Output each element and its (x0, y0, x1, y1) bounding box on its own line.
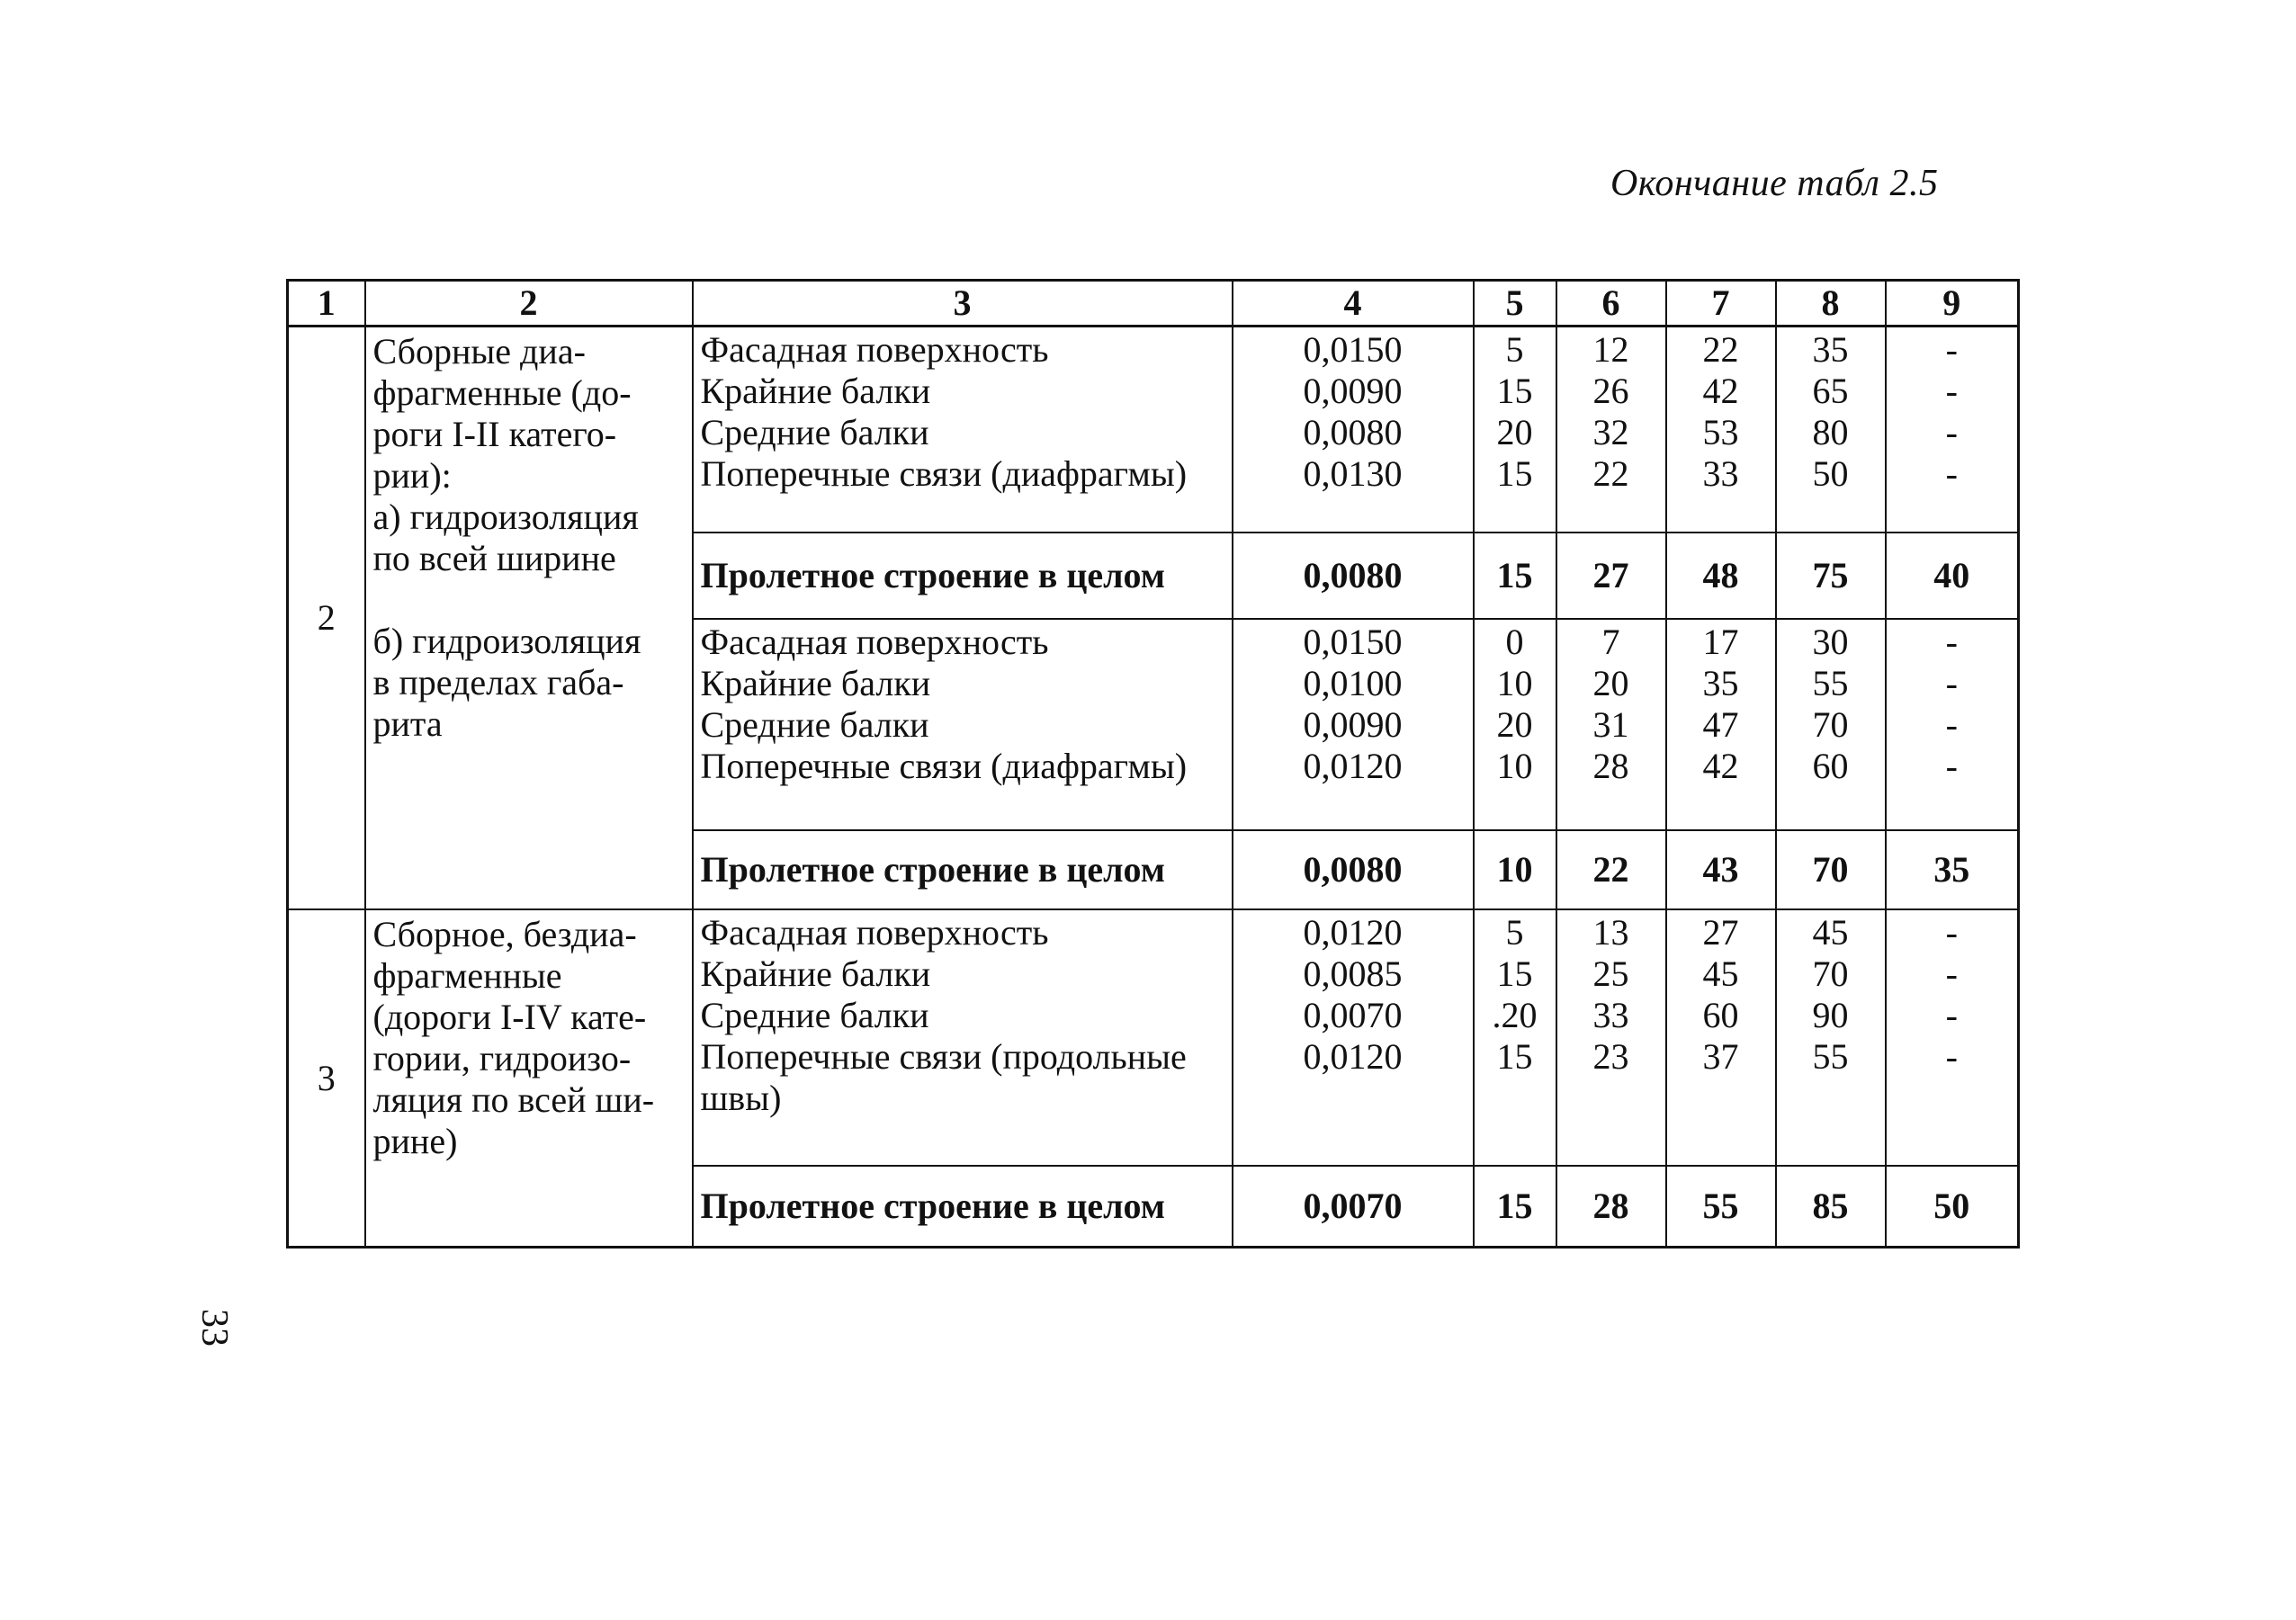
value-cell: 27 (1702, 912, 1739, 953)
value-cell: 65 (1812, 371, 1849, 412)
value-cell: 0 (1505, 621, 1524, 662)
header-cell: 5 (1474, 281, 1556, 327)
table-caption: Окончание табл 2.5 (1610, 163, 1939, 204)
value-cell: 60 (1702, 995, 1739, 1036)
value-cell: 35 (1702, 662, 1739, 703)
col-7-values (1666, 909, 1776, 1166)
value-cell: 28 (1592, 745, 1629, 786)
element-name: Поперечные связи (продольные (700, 1036, 1187, 1078)
header-cell: 6 (1556, 281, 1666, 327)
col-9-values (1886, 327, 2019, 533)
value-cell: - (1945, 995, 1958, 1036)
description-line: б) гидроизоляция (372, 621, 641, 662)
value-cell: 0,0120 (1303, 912, 1403, 953)
col-6-values (1556, 327, 1666, 533)
value-cell: 0,0150 (1303, 621, 1403, 662)
total-value: 70 (1776, 830, 1886, 909)
value-cell: - (1945, 662, 1958, 703)
header-cell: 4 (1233, 281, 1474, 327)
value-cell: 30 (1812, 621, 1849, 662)
value-cell: 0,0150 (1303, 329, 1403, 371)
value-cell: 20 (1496, 703, 1533, 745)
value-cell: 0,0090 (1303, 703, 1403, 745)
col-7-values (1666, 619, 1776, 830)
header-cell: 7 (1666, 281, 1776, 327)
value-cell: 31 (1592, 703, 1629, 745)
value-cell: 22 (1702, 329, 1739, 371)
element-names (693, 327, 1233, 533)
value-cell: 15 (1496, 371, 1533, 412)
description-line: рии): (372, 455, 452, 497)
header-row (288, 281, 2019, 327)
element-name: швы) (700, 1078, 782, 1119)
header-cell: 2 (365, 281, 693, 327)
col-4-values (1233, 327, 1474, 533)
element-name: Фасадная поверхность (700, 329, 1049, 371)
value-cell: 70 (1812, 953, 1849, 995)
description-line: рине) (372, 1121, 458, 1162)
value-cell: - (1945, 371, 1958, 412)
value-cell: 0,0120 (1303, 1036, 1403, 1078)
value-cell: 0,0085 (1303, 953, 1403, 995)
value-cell: 17 (1702, 621, 1739, 662)
value-cell: 60 (1812, 745, 1849, 786)
value-cell: 26 (1592, 371, 1629, 412)
value-cell: 53 (1702, 412, 1739, 453)
value-cell: 15 (1496, 953, 1533, 995)
total-value: 85 (1776, 1166, 1886, 1247)
header-cell: 8 (1776, 281, 1886, 327)
header-cell: 3 (693, 281, 1233, 327)
total-label: Пролетное строение в целом (693, 830, 1233, 909)
col-8-values (1776, 619, 1886, 830)
value-cell: 5 (1505, 912, 1524, 953)
element-name: Крайние балки (700, 662, 931, 703)
col-6-values (1556, 619, 1666, 830)
value-cell: 0,0070 (1303, 995, 1403, 1036)
total-value: 40 (1886, 533, 2019, 619)
element-names (693, 909, 1233, 1166)
row-number: 2 (288, 327, 365, 909)
value-cell: 45 (1702, 953, 1739, 995)
value-cell: 0,0090 (1303, 371, 1403, 412)
value-cell: 0,0120 (1303, 745, 1403, 786)
element-name: Крайние балки (700, 371, 931, 412)
col-9-values (1886, 909, 2019, 1166)
value-cell: 20 (1496, 412, 1533, 453)
structure-description (365, 909, 693, 1247)
value-cell: 35 (1812, 329, 1849, 371)
header-cell: 9 (1886, 281, 2019, 327)
value-cell: - (1945, 453, 1958, 495)
value-cell: - (1945, 953, 1958, 995)
structure-description (365, 327, 693, 909)
description-line: а) гидроизоляция (372, 497, 639, 538)
total-value: 27 (1556, 533, 1666, 619)
value-cell: 5 (1505, 329, 1524, 371)
description-line: (дороги I-IV кате- (372, 997, 647, 1038)
value-cell: 33 (1592, 995, 1629, 1036)
value-cell: 7 (1601, 621, 1620, 662)
col-5-values (1474, 909, 1556, 1166)
value-cell: 12 (1592, 329, 1629, 371)
total-value: 22 (1556, 830, 1666, 909)
value-cell: 37 (1702, 1036, 1739, 1078)
value-cell: 23 (1592, 1036, 1629, 1078)
description-line: Сборные диа- (372, 331, 586, 372)
value-cell: 45 (1812, 912, 1849, 953)
value-cell: 90 (1812, 995, 1849, 1036)
value-cell: 70 (1812, 703, 1849, 745)
col-8-values (1776, 909, 1886, 1166)
value-cell: 50 (1812, 453, 1849, 495)
row-number: 3 (288, 909, 365, 1247)
element-name: Поперечные связи (диафрагмы) (700, 745, 1188, 786)
col-4-values (1233, 909, 1474, 1166)
total-value: 28 (1556, 1166, 1666, 1247)
element-name: Поперечные связи (диафрагмы) (700, 453, 1188, 495)
total-value: 55 (1666, 1166, 1776, 1247)
description-line: по всей ширине (372, 538, 616, 579)
description-line: фрагменные (372, 955, 562, 997)
total-value: 50 (1886, 1166, 2019, 1247)
total-value: 75 (1776, 533, 1886, 619)
col-6-values (1556, 909, 1666, 1166)
element-name: Средние балки (700, 412, 929, 453)
total-label: Пролетное строение в целом (693, 1166, 1233, 1247)
col-5-values (1474, 619, 1556, 830)
value-cell: 33 (1702, 453, 1739, 495)
table-row (288, 327, 2019, 533)
value-cell: 13 (1592, 912, 1629, 953)
description-line: гории, гидроизо- (372, 1038, 632, 1079)
total-value: 15 (1474, 1166, 1556, 1247)
value-cell: - (1945, 412, 1958, 453)
total-value: 43 (1666, 830, 1776, 909)
value-cell: 32 (1592, 412, 1629, 453)
value-cell: 55 (1812, 662, 1849, 703)
value-cell: 42 (1702, 371, 1739, 412)
value-cell: 42 (1702, 745, 1739, 786)
value-cell: 15 (1496, 453, 1533, 495)
description-line: роги I-II катего- (372, 414, 617, 455)
value-cell: 80 (1812, 412, 1849, 453)
description-line: рита (372, 703, 443, 745)
col-4-values (1233, 619, 1474, 830)
element-name: Средние балки (700, 703, 929, 745)
total-value: 48 (1666, 533, 1776, 619)
total-value: 0,0080 (1233, 533, 1474, 619)
header-cell: 1 (288, 281, 365, 327)
value-cell: 10 (1496, 745, 1533, 786)
col-8-values (1776, 327, 1886, 533)
description-line: фрагменные (до- (372, 372, 632, 414)
value-cell: 0,0100 (1303, 662, 1403, 703)
element-names (693, 619, 1233, 830)
value-cell: 25 (1592, 953, 1629, 995)
element-name: Фасадная поверхность (700, 912, 1049, 953)
table-row (288, 909, 2019, 1166)
total-value: 0,0070 (1233, 1166, 1474, 1247)
total-label: Пролетное строение в целом (693, 533, 1233, 619)
description-line: Сборное, бездиа- (372, 914, 637, 955)
element-name: Средние балки (700, 995, 929, 1036)
total-value: 15 (1474, 533, 1556, 619)
page-number: 33 (193, 1309, 235, 1347)
value-cell: - (1945, 745, 1958, 786)
element-name: Фасадная поверхность (700, 621, 1049, 662)
total-value: 35 (1886, 830, 2019, 909)
total-value: 0,0080 (1233, 830, 1474, 909)
value-cell: - (1945, 329, 1958, 371)
col-9-values (1886, 619, 2019, 830)
value-cell: 47 (1702, 703, 1739, 745)
description-line: в пределах габа- (372, 662, 624, 703)
description-line: ляция по всей ши- (372, 1079, 655, 1121)
value-cell: 55 (1812, 1036, 1849, 1078)
col-5-values (1474, 327, 1556, 533)
value-cell: 0,0080 (1303, 412, 1403, 453)
value-cell: 15 (1496, 1036, 1533, 1078)
col-7-values (1666, 327, 1776, 533)
value-cell: - (1945, 621, 1958, 662)
element-name: Крайние балки (700, 953, 931, 995)
total-value: 10 (1474, 830, 1556, 909)
value-cell: - (1945, 1036, 1958, 1078)
data-table (286, 279, 2020, 1249)
value-cell: 0,0130 (1303, 453, 1403, 495)
value-cell: 10 (1496, 662, 1533, 703)
value-cell: - (1945, 912, 1958, 953)
value-cell: - (1945, 703, 1958, 745)
value-cell: 22 (1592, 453, 1629, 495)
value-cell: 20 (1592, 662, 1629, 703)
value-cell: .20 (1492, 995, 1538, 1036)
